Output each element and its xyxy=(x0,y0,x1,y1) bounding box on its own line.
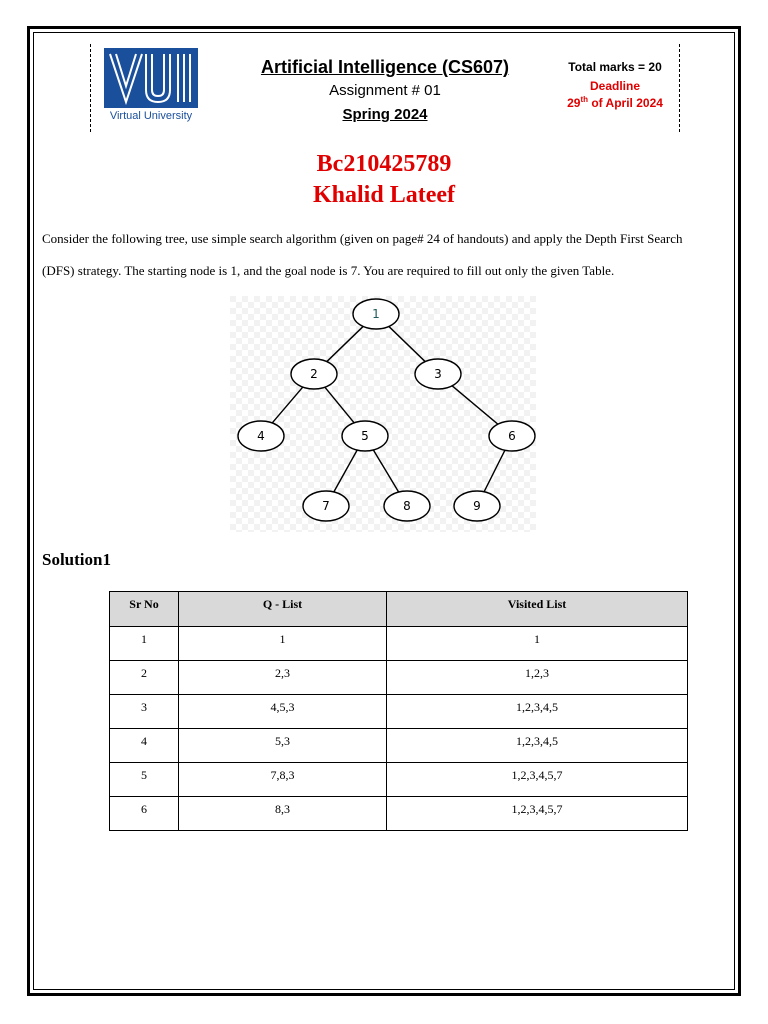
assignment-number: Assignment # 01 xyxy=(329,82,441,99)
tree-node-label: 5 xyxy=(361,429,369,443)
deadline-date xyxy=(550,95,680,110)
cell-sr-no: 6 xyxy=(110,797,179,831)
cell-q-list: 5,3 xyxy=(179,729,387,763)
cell-visited-list: 1 xyxy=(387,627,688,661)
tree-node-8 xyxy=(384,491,430,521)
deadline-suffix: th xyxy=(580,95,588,104)
table-row xyxy=(110,627,688,661)
cell-q-list: 2,3 xyxy=(179,661,387,695)
tree-node-3 xyxy=(415,359,461,389)
table-row xyxy=(110,695,688,729)
tree-node-1 xyxy=(353,299,399,329)
cell-q-list: 1 xyxy=(179,627,387,661)
tree-node-label: 4 xyxy=(257,429,265,443)
cell-visited-list: 1,2,3,4,5,7 xyxy=(387,763,688,797)
header-q-list: Q - List xyxy=(179,592,387,627)
cell-q-list: 4,5,3 xyxy=(179,695,387,729)
solution-title: Solution1 xyxy=(42,550,111,569)
tree-node-label: 8 xyxy=(403,499,411,513)
tree-node-label: 7 xyxy=(322,499,330,513)
tree-node-9 xyxy=(454,491,500,521)
deadline-day: 29 xyxy=(567,96,581,110)
cell-q-list: 7,8,3 xyxy=(179,763,387,797)
table-row xyxy=(110,661,688,695)
tree-node-label: 3 xyxy=(434,367,442,381)
tree-node-label: 2 xyxy=(310,367,318,381)
cell-sr-no: 2 xyxy=(110,661,179,695)
total-marks: Total marks = 20 xyxy=(568,60,662,74)
tree-diagram xyxy=(230,296,536,532)
solution-table xyxy=(109,591,688,831)
tree-node-5 xyxy=(342,421,388,451)
cell-sr-no: 4 xyxy=(110,729,179,763)
tree-node-2 xyxy=(291,359,337,389)
cell-visited-list: 1,2,3,4,5,7 xyxy=(387,797,688,831)
deadline-rest: of April 2024 xyxy=(588,96,663,110)
student-id: Bc210425789 xyxy=(316,151,452,177)
header-sr-no: Sr No xyxy=(110,592,179,627)
semester: Spring 2024 xyxy=(342,106,428,123)
tree-node-label: 1 xyxy=(372,307,380,321)
cell-q-list: 8,3 xyxy=(179,797,387,831)
table-header-row xyxy=(110,592,688,627)
course-title: Artificial Intelligence (CS607) xyxy=(260,57,510,77)
question-line-2: (DFS) strategy. The starting node is 1, and the goal node is 7. You are required to fill out only the given Table. xyxy=(42,263,615,278)
tree-node-4 xyxy=(238,421,284,451)
tree-node-label: 9 xyxy=(473,499,481,513)
deadline-label: Deadline xyxy=(589,79,640,93)
cell-visited-list: 1,2,3,4,5 xyxy=(387,729,688,763)
table-row xyxy=(110,797,688,831)
question-line-1: Consider the following tree, use simple search algorithm (given on page# 24 of handouts) and apply the Depth First Search xyxy=(42,231,683,246)
tree-node-label: 6 xyxy=(508,429,516,443)
cell-sr-no: 1 xyxy=(110,627,179,661)
cell-visited-list: 1,2,3 xyxy=(387,661,688,695)
cell-visited-list: 1,2,3,4,5 xyxy=(387,695,688,729)
student-name: Khalid Lateef xyxy=(313,182,455,208)
header-visited-list: Visited List xyxy=(387,592,688,627)
cell-sr-no: 5 xyxy=(110,763,179,797)
table-row xyxy=(110,763,688,797)
tree-node-6 xyxy=(489,421,535,451)
tree-node-7 xyxy=(303,491,349,521)
cell-sr-no: 3 xyxy=(110,695,179,729)
table-row xyxy=(110,729,688,763)
logo-caption: Virtual University xyxy=(109,110,193,122)
